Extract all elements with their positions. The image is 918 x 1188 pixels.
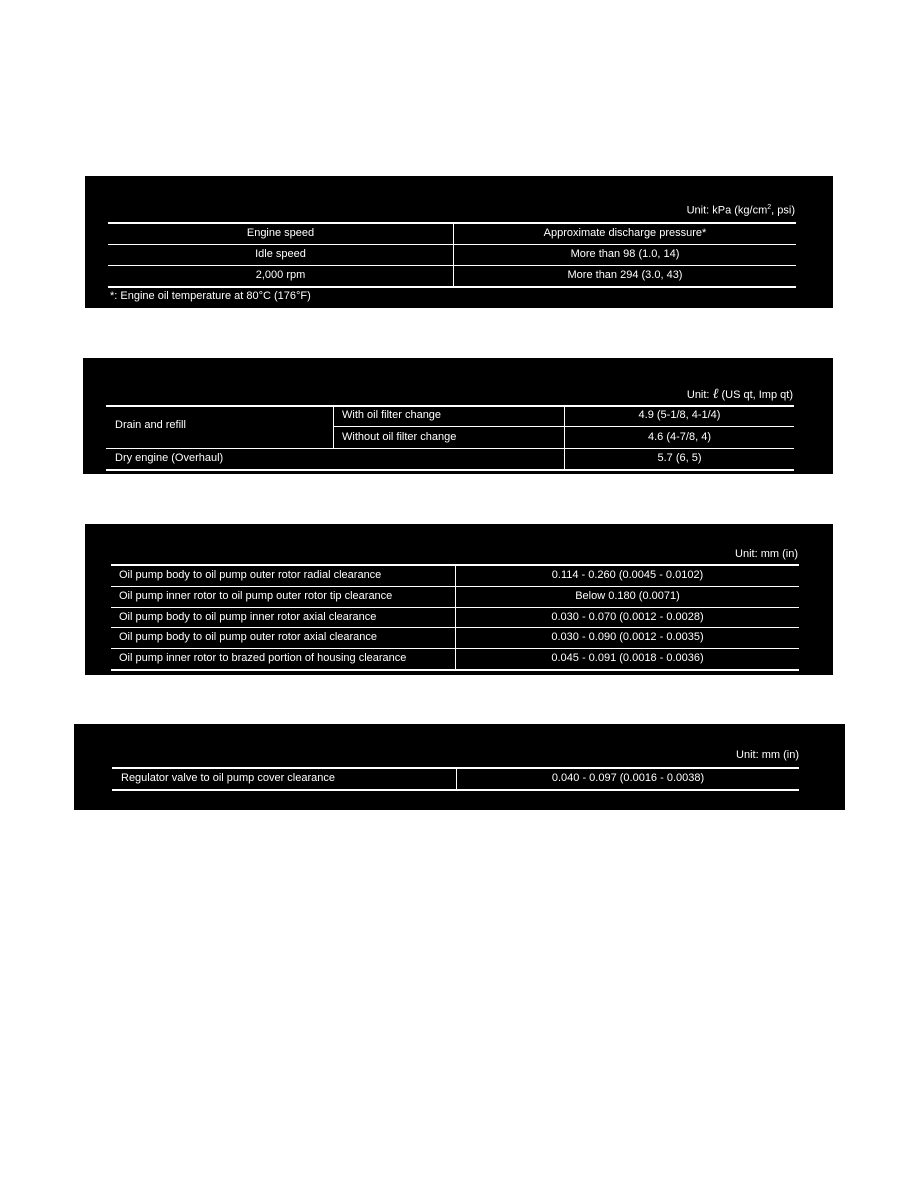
table-bottom-rule [112,789,799,791]
clearance-row-5-value: 0.045 - 0.091 (0.0018 - 0.0036) [551,652,704,664]
clearance-row-5-label: Oil pump inner rotor to brazed portion of housing clearance [119,652,407,664]
regulator-valve-panel [74,724,845,810]
row-idle-speed-value: More than 98 (1.0, 14) [570,248,680,260]
clearance-row-1-label: Oil pump body to oil pump outer rotor radial clearance [119,569,382,581]
column-divider [453,223,454,286]
dry-engine-value: 5.7 (6, 5) [657,452,702,464]
clearance-row-2-value: Below 0.180 (0.0071) [575,590,680,602]
column-divider-right [564,406,565,469]
oil-pressure-unit: Unit: kPa ($kg/cm^2$, psi) [686,204,795,217]
table-bottom-rule [106,469,794,471]
litre-icon: ℓ [712,386,719,402]
dry-engine-label: Dry engine (Overhaul) [115,452,224,464]
row-2000rpm-value: More than 294 (3.0, 43) [567,269,683,281]
clearance-row-2-label: Oil pump inner rotor to oil pump outer rotor tip clearance [119,590,393,602]
clearance-row-3-label: Oil pump body to oil pump inner rotor axial clearance [119,611,377,623]
clearance-row-4-label: Oil pump body to oil pump outer rotor axial clearance [119,631,378,643]
with-filter-label: With oil filter change [342,409,442,421]
regulator-valve-value: 0.040 - 0.097 (0.0016 - 0.0038) [551,772,705,784]
without-filter-value: 4.6 (4-7/8, 4) [648,431,711,443]
regulator-valve-unit: Unit: mm (in) [736,749,799,761]
oil-pump-clearance-panel [85,524,833,675]
regulator-valve-label: Regulator valve to oil pump cover clearance [121,772,336,784]
column-divider-left [333,406,334,448]
column-divider [455,565,456,669]
with-filter-value: 4.9 (5-1/8, 4-1/4) [638,409,721,421]
column-divider [456,768,457,789]
oil-pump-unit: Unit: mm (in) [735,548,798,560]
header-engine-speed: Engine speed [246,227,315,239]
drain-refill-label: Drain and refill [115,419,186,431]
table-bottom-rule [111,669,799,671]
clearance-row-4-value: 0.030 - 0.090 (0.0012 - 0.0035) [551,631,704,643]
footnote: *: Engine oil temperature at 80°C (176°F) [110,290,311,302]
without-filter-label: Without oil filter change [342,431,457,443]
row-idle-speed-label: Idle speed [255,248,306,260]
oil-capacity-unit: Unit: ℓ (US qt, Imp qt) [686,386,793,402]
header-discharge-pressure: Approximate discharge pressure* [543,227,707,239]
row-2000rpm-label: 2,000 rpm [255,269,306,281]
oil-pressure-panel [85,176,833,308]
oil-capacity-panel [83,358,833,474]
clearance-row-1-value: 0.114 - 0.260 (0.0045 - 0.0102) [551,569,704,581]
clearance-row-3-value: 0.030 - 0.070 (0.0012 - 0.0028) [551,611,704,623]
